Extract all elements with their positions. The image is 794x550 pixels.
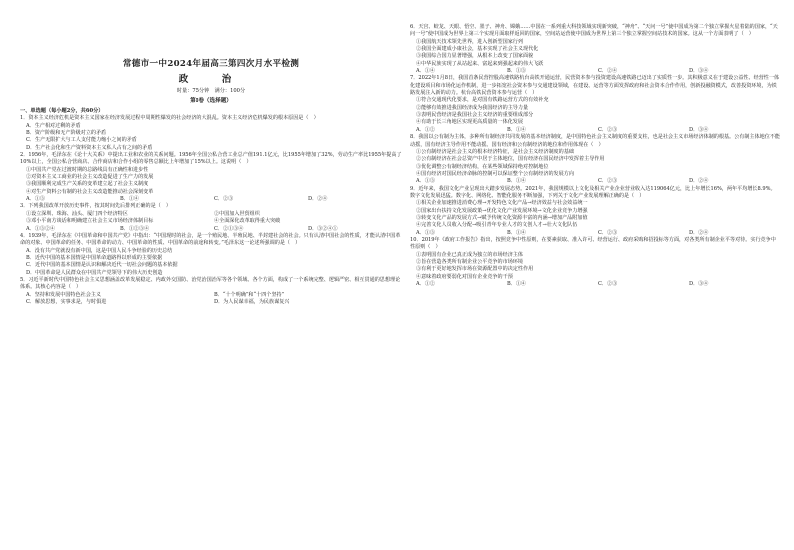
question-3: 3．下列我国改革开放历史事件，按其时间先后排列正确的是（ ） [20,203,171,210]
option: B．①④ [507,229,527,236]
option: C．②①③④ [214,225,244,232]
option: B．近代中国的基本国情是中国革命道路得以形成的主要依据 [26,254,163,261]
statement: ①相关企业加速推进消费心理→开发特色文化产品→经济效益与社会效益统一 [416,200,588,207]
option: D．③②④① [308,225,338,232]
statement: ②能够有效推进我国经济成为我国经济的主导力量 [416,104,529,111]
question-10: 10．2019年《政府工作报告》指出，按照竞争中性原则，在要素获取、准入许可、经营运行、政府采购和招投标等方面，对各类所有制企业平等对待。实行竞争中性原则（ ） [410,236,776,251]
paper-heading: 第Ⅰ卷（选择题） [190,98,232,104]
question-8: 8．我国以公有制为主体，多种所有制经济共同发展的基本经济制度，是中国特色社会主义制度的重要支柱，也是社会主义市场经济体制的根基。公有制主体地位不能动摇，国有经济主导作用不能动摇。国有经济和公有制经济的地位和作用体现在（ ） [410,134,780,148]
option: C．生产无限扩大与工人支付能力缩小之间的矛盾 [26,137,137,144]
option: A．坚持和发展中国特色社会主义 [26,291,101,298]
statement: ④意味着政府要弱化对国有企业竞争的干预 [416,273,513,280]
option: B．①④ [120,196,140,203]
options-row [20,299,402,306]
question-7: 7．2022年1月8日，我国首条民营控股高速铁路杭台高铁开通运营，民营资本参与投资建设高速铁路已迈出了实质性一步。其积极意义在于建设公益性、经营性一体化建设项目和市场化运作机制，进一步拓宽社会资本参与交通建设领域，在建设、运营等方面发挥政府和社会资本合作作用，创新投融资模式，改善投资环境，为铁路发展注入新的动力。杭台高铁民营资本参与运营（ ） [410,75,780,97]
statement: ①公有制经济是社会主义的根本经济特征，是社会主义经济制度的基础 [416,148,574,155]
option: D．②④ [689,229,709,236]
exam-title: 常德市一中2024年届高三第四次月水平检测 [122,59,300,69]
statement: ③表明民营经济是我国社会主义经济的重要组成部分 [416,112,534,119]
option: D．②④ [689,178,709,185]
section-heading: 一、单选题（每小题2分，共60分） [20,108,104,114]
statement: ②旨在营造各类所有制企业公平竞争的市场环境 [416,259,523,265]
statement: ④完善文化人员收入分配→吸引青年专业人才的文创人才→壮大文化队伍 [416,222,578,229]
question-6: 6．天宫、蛟龙、天眼、悟空、墨子、神舟、嫦娥……中国在一系列重大科技领域实现新突破，“神舟”、“天问一号”使中国成为第二个独立掌握火星着陆的国家，“天问一号”使中国成为世界上第三个实现月面取样返回的国家，空间站运营使中国成为世界上第三个独立掌握空间站技术的国家。这从一个方面表明了（ ） [410,24,778,38]
option: C．近代中国的基本国情是认识和解决近代一切社会问题的基本依据 [26,262,178,269]
statement: ③邓小平南方谈话和明确建立社会主义市场经济体制目标 [26,218,154,225]
option: C．②④ [598,68,618,75]
option: D．为人民谋幸福，为民族谋复兴 [214,298,290,305]
statements-row [20,218,402,225]
statement: ③我国顺利完成生产关系的变革建立起了社会主义制度 [26,181,149,188]
statement: ④中华民族实现了从站起来、富起来到强起来的伟大飞跃 [416,60,544,67]
statement: ①设立深圳、珠海、汕头、厦门四个经济特区 [26,210,128,217]
option: D．中国革命是人民群众在中国共产党领导下的伟大历史创造 [26,269,163,276]
option: D．②④ [308,196,328,203]
statement: ②公有制经济在社会总资产中居于主体地位，国有经济在国民经济中发挥着主导作用 [416,156,605,163]
question-2: 2．1956年，毛泽东在《论十大关系》中提出工业和农业的关系问题。1956年全国公私合营工业总产值191.1亿元，比1955年增加了32%，劳动生产率比1955年提高了10%以上，全国公私合营商店、合作商店和合作小组的零售总额比上年增加了15%以上。这说明（ ） [20,152,402,166]
options-row [20,292,402,299]
statement: ①表明国有企业已真正成为独立的市场经济主体 [416,251,523,258]
option: B．①④ [507,126,527,133]
option: D．③④ [689,68,709,75]
exam-meta: 时量：75分钟 满分：100分 [176,88,246,94]
statement: ③转变文化产品的发展方式→赋予传统文化资源丰富的内涵→增加产品附加值 [416,214,588,221]
option: B．①④ [507,178,527,185]
option: A．①③ [416,229,435,236]
options-row [410,178,780,185]
option: D．生产社会化和生产资料资本主义私人占有之间的矛盾 [26,144,153,151]
option: B．①④ [507,281,527,288]
option: A．没有共产党就没有新中国，这是中国人民斗争经验的历史总结 [26,247,173,254]
statement: ②国家出台扶持文化发展政策→优化文化产业发展环境→文化企业竞争力增强 [416,207,588,214]
statement: ③我国综合国力显著增强，从根本上改变了国家面貌 [416,53,534,60]
option: D．③④ [689,281,709,288]
option: A．生产相对过剩的矛盾 [26,122,81,129]
exam-subject: 政 治 [178,74,244,85]
right-column [410,24,780,288]
question-9: 9．近年来，我国文化产业呈现出大踏步发展态势。2021年，我国规模以上文化及相关产业企业营业收入达119064亿元，比上年增长16%，两年平均增长8.9%。数字文化发展迅猛。数字化、网络化、智能化服务不断加强，下列关于文化产业发展理解正确的是（ ） [410,185,776,199]
option: C．②③ [598,281,618,288]
question-4: 4．1939年，毛泽东在《中国革命和中国共产党》中指出：“中国现时的社会，是一个殖民地、半殖民地、半封建社会的社会。只有认清中国社会的性质，才能认清中国革命的对象、中国革命的任务、中国革命的动力、中国革命的性质、中国革命的前途和转变。”毛泽东这一论述所强调的是（ ） [20,232,401,247]
options-row [410,281,780,288]
statement: ③优化调整公有制经济结构，在某些领域保持绝对控制地位 [416,163,549,170]
statement: ②中国加入世贸组织 [214,210,260,217]
statement: ④有助于长三角地区实现更高质量的一体化发展 [416,119,523,126]
option: C．②③ [598,126,618,133]
options-row [410,230,780,237]
statement: ③有利于更好地发挥市场在资源配置中的决定性作用 [416,266,534,273]
option: A．①④ [416,68,435,75]
statement: ①符合交通现代化要求，是对国有铁路运营方式的有效补充 [416,97,549,104]
statement: ①我国航天技术领先世界，进入创新型国家行列 [416,38,523,45]
option: D．③④ [689,126,709,133]
question-1: 1．资本主义经济危机是资本主义国家在经济发展过程中周期性爆发的社会经济的大混乱。资本主义经济危机爆发的根本原因是（ ） [20,115,319,122]
option: A．①② [416,126,435,133]
option: B．①③ [507,68,527,75]
option: B．资产阶级和无产阶级对立的矛盾 [26,130,107,137]
statement: ②对资本主义工商业的社会主义改造促进了生产力的发展 [26,174,154,181]
statement: ①中国共产党在过渡时期的总路线具有正确性和进步性 [26,166,149,173]
options-row [20,226,402,233]
option: B．①②③④ [120,225,150,232]
option: C．②③ [598,229,618,236]
statement: ②我国全面建成小康社会，基本实现了社会主义现代化 [416,46,539,53]
statement: ④全面深化改革取得重大突破 [214,218,281,225]
option: C．②③ [214,196,234,203]
left-column [20,16,402,306]
question-5: 5．习近平新时代中国特色社会主义思想涵盖改革发展稳定、内政外交国防、治党治国治军等各个领域、各个方面，构成了一个系统完整、逻辑严密、相互贯通的思想理论体系。其核心内容是（ ） [20,276,401,291]
option: C．解放思想，实事求是，与时俱进 [26,298,107,305]
option: A．①③ [416,178,435,185]
option: A．①② [416,281,435,288]
option: C．②③ [598,178,618,185]
statement: ④对生产资料公有制的社会主义改造能推动社会深刻变革 [26,188,154,195]
option: A．①③②④ [26,225,56,232]
option: B．“十个明确”和“十四个坚持” [214,291,285,298]
option: A．①③ [26,196,45,203]
statement: ④国有经济对国民经济命脉的控制可以保证整个公有制经济的发展方向 [416,170,574,177]
